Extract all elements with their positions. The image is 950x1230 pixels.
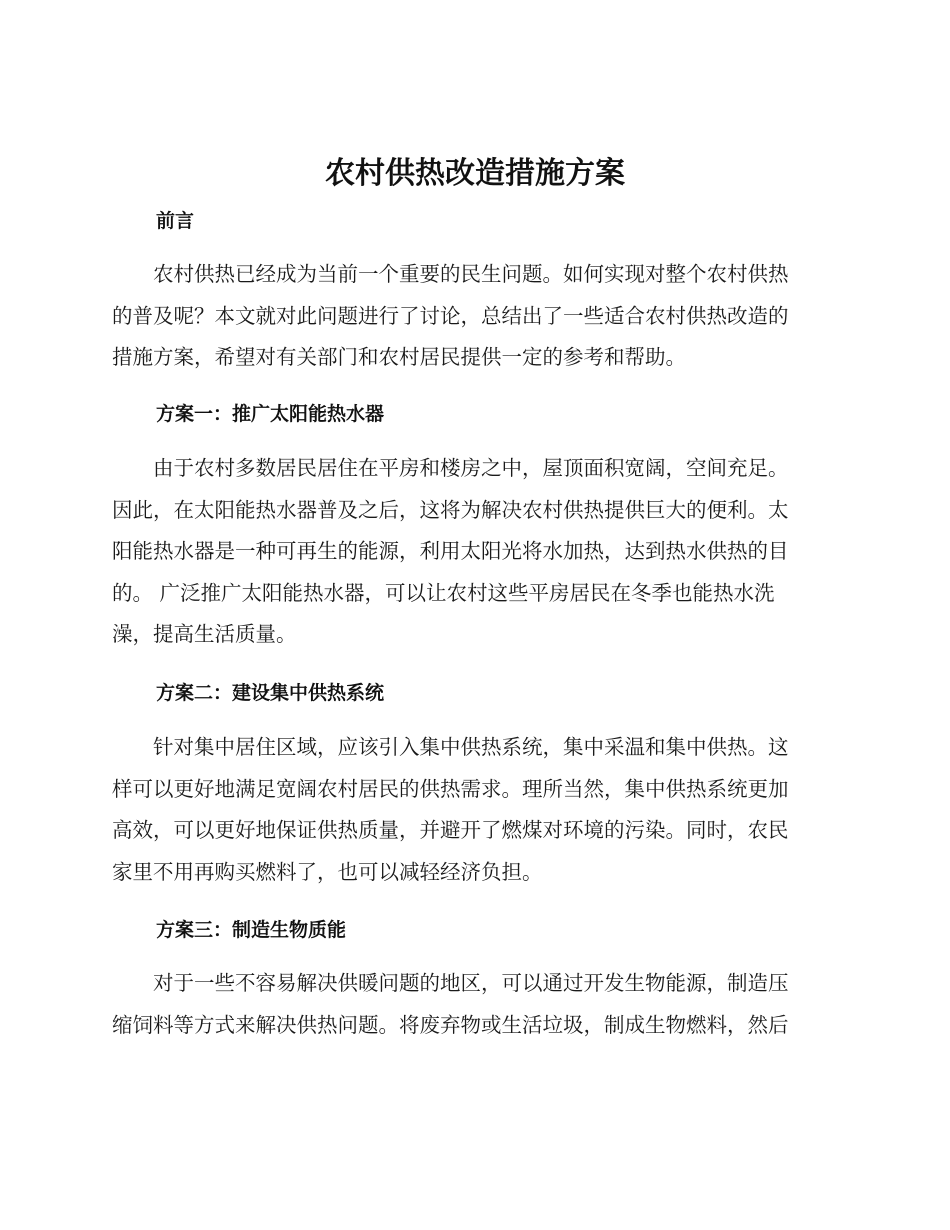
paragraph-line: 由于农村多数居民居住在平房和楼房之中，屋顶面积宽阔，空间充足。 [112, 456, 789, 480]
section-paragraph-plan-one [112, 448, 842, 656]
paragraph-line: 家里不用再购买燃料了，也可以减轻经济负担。 [112, 859, 543, 884]
section-heading-plan-two: 方案二：建设集中供热系统 [156, 682, 385, 704]
paragraph-line: 缩饲料等方式来解决供热问题。将废弃物或生活垃圾，制成生物燃料，然后 [112, 1012, 789, 1037]
paragraph-line: 针对集中居住区域，应该引入集中供热系统，集中采温和集中供热。这 [112, 735, 789, 759]
paragraph-line: 的普及呢？本文就对此问题进行了讨论，总结出了一些适合农村供热改造的 [112, 303, 789, 328]
paragraph-line: 因此，在太阳能热水器普及之后，这将为解决农村供热提供巨大的便利。太 [112, 497, 789, 522]
paragraph-line: 对于一些不容易解决供暖问题的地区，可以通过开发生物能源，制造压 [112, 971, 789, 995]
section-heading-plan-three: 方案三：制造生物质能 [156, 919, 347, 941]
section-paragraph-plan-two [112, 727, 842, 893]
paragraph-line: 高效，可以更好地保证供热质量，并避开了燃煤对环境的污染。同时，农民 [112, 818, 789, 842]
section-heading-plan-one: 方案一：推广太阳能热水器 [156, 403, 385, 425]
section-paragraph-preface [112, 254, 842, 379]
document-title: 农村供热改造措施方案 [325, 156, 625, 191]
paragraph-line: 的。 广泛推广太阳能热水器，可以让农村这些平房居民在冬季也能热水洗 [112, 580, 775, 605]
section-paragraph-plan-three [112, 963, 842, 1046]
paragraph-line: 澡，提高生活质量。 [112, 622, 297, 646]
paragraph-line: 措施方案，希望对有关部门和农村居民提供一定的参考和帮助。 [112, 345, 686, 369]
paragraph-line: 农村供热已经成为当前一个重要的民生问题。如何实现对整个农村供热 [112, 262, 789, 286]
paragraph-line: 样可以更好地满足宽阔农村居民的供热需求。理所当然，集中供热系统更加 [112, 776, 789, 801]
section-heading-preface: 前言 [156, 210, 195, 232]
paragraph-line: 阳能热水器是一种可再生的能源，利用太阳光将水加热，达到热水供热的目 [112, 539, 789, 563]
